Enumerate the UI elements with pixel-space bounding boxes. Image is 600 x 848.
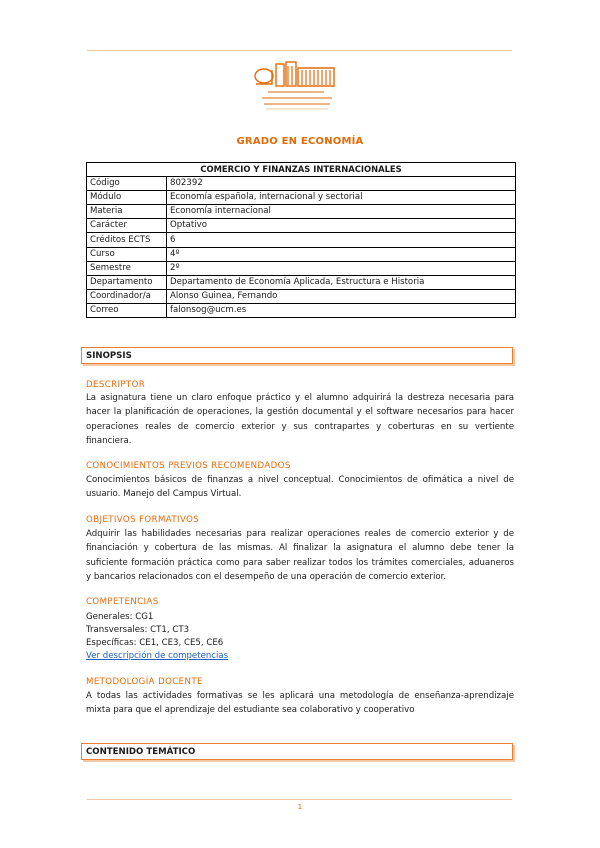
- row-value: Alonso Guinea, Fernando: [167, 289, 516, 303]
- row-label: Materia: [87, 205, 167, 219]
- row-value: 802392: [167, 177, 516, 191]
- section-sinopsis: SINOPSIS: [81, 347, 513, 364]
- table-title-row: [87, 163, 516, 177]
- row-label: Departamento: [87, 275, 167, 289]
- competencias-link[interactable]: Ver descripción de competencias: [86, 651, 229, 661]
- metodologia-text: A todas las actividades formativas se les aplicará una metodología de enseñanza-aprendizaje mixta para que el aprendizaje del estudiante sea colaborativo y cooperativo: [86, 691, 514, 716]
- row-label: Curso: [87, 247, 167, 261]
- row-label: Créditos ECTS: [87, 233, 167, 247]
- course-info-table: [86, 162, 516, 318]
- row-label: Coordinador/a: [87, 289, 167, 303]
- table-row: [87, 233, 516, 247]
- row-value: Economía española, internacional y sectorial: [167, 191, 516, 205]
- row-label: Carácter: [87, 219, 167, 233]
- row-value: 4º: [167, 247, 516, 261]
- table-row: [87, 191, 516, 205]
- header-rule: [87, 50, 512, 51]
- competencias-especificas: Específicas: CE1, CE3, CE5, CE6: [86, 638, 224, 648]
- table-row: [87, 205, 516, 219]
- course-title: COMERCIO Y FINANZAS INTERNACIONALES: [87, 163, 516, 177]
- row-value: Departamento de Economía Aplicada, Estructura e Historia: [167, 275, 516, 289]
- degree-title: GRADO EN ECONOMÍA: [236, 136, 364, 147]
- row-label: Correo: [87, 303, 167, 317]
- conocimientos-heading: CONOCIMIENTOS PREVIOS RECOMENDADOS: [86, 461, 291, 471]
- table-row: [87, 303, 516, 317]
- objetivos-heading: OBJETIVOS FORMATIVOS: [86, 515, 200, 525]
- row-label: Módulo: [87, 191, 167, 205]
- table-row: [87, 219, 516, 233]
- table-row: [87, 247, 516, 261]
- table-row: [87, 275, 516, 289]
- faculty-logo: [252, 58, 340, 116]
- competencias-heading: COMPETENCIAS: [86, 597, 159, 607]
- row-value: falonsog@ucm.es: [167, 303, 516, 317]
- conocimientos-text: Conocimientos básicos de finanzas a nivel conceptual. Conocimientos de ofimática a nivel de usuario. Manejo del Campus Virtual.: [86, 475, 514, 500]
- competencias-transversales: Transversales: CT1, CT3: [86, 625, 190, 635]
- table-row: [87, 177, 516, 191]
- page-number: 1: [297, 803, 303, 811]
- row-value: Optativo: [167, 219, 516, 233]
- row-value: 6: [167, 233, 516, 247]
- competencias-generales: Generales: CG1: [86, 612, 154, 622]
- descriptor-heading: DESCRIPTOR: [86, 380, 146, 390]
- row-value: Economía internacional: [167, 205, 516, 219]
- descriptor-text: La asignatura tiene un claro enfoque práctico y el alumno adquirirá la destreza necesaria para hacer la planificación de operaciones, la gestión documental y el software necesarios para hacer operaciones reales de comercio exterior y sus contrapartes y coberturas en su vertiente financiera.: [86, 393, 514, 446]
- table-row: [87, 261, 516, 275]
- footer-rule: [87, 799, 512, 800]
- row-label: Código: [87, 177, 167, 191]
- row-value: 2º: [167, 261, 516, 275]
- objetivos-text: Adquirir las habilidades necesarias para realizar operaciones reales de comercio exterior y de financiación y cobertura de las mismas. Al finalizar la asignatura el alumno debe tener la suficiente formación práctica como para saber realizar todos los trámites comerciales, aduaneros y bancarios relacionados con el desempeño de una operación de comercio exterior.: [86, 529, 514, 582]
- row-label: Semestre: [87, 261, 167, 275]
- section-contenido-tematico: CONTENIDO TEMÁTICO: [81, 743, 513, 760]
- table-row: [87, 289, 516, 303]
- metodologia-heading: METODOLOGÍA DOCENTE: [86, 677, 203, 687]
